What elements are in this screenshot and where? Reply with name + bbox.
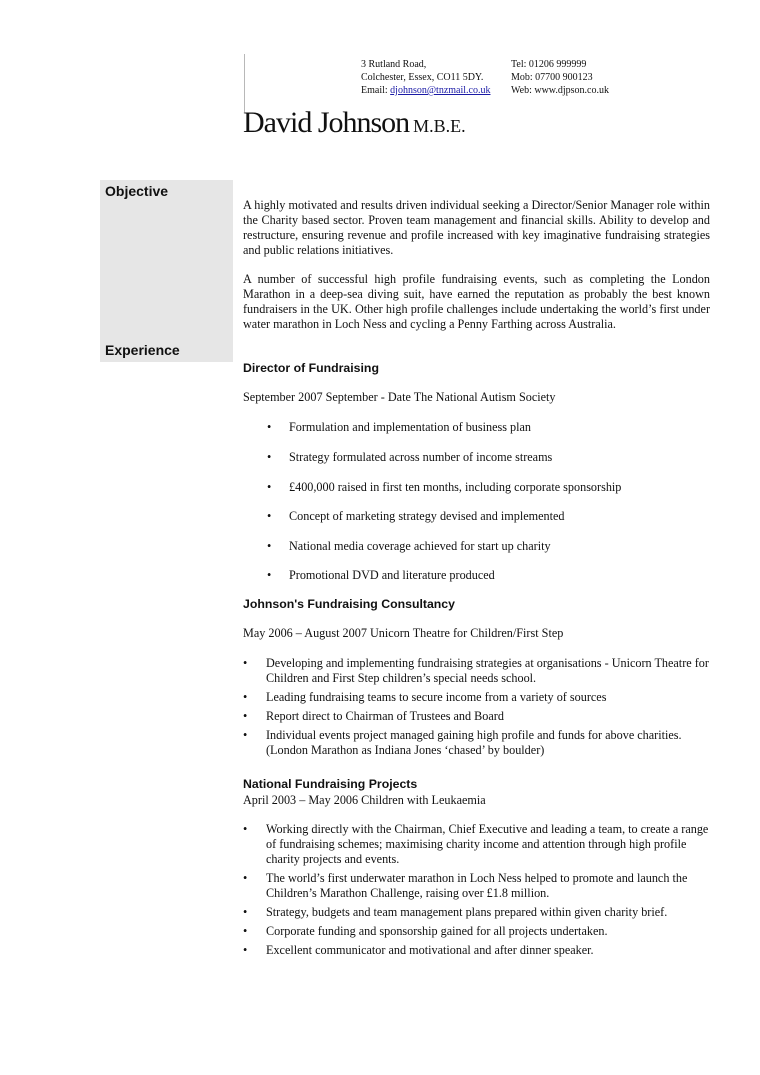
job-title-1: Director of Fundraising [243, 361, 379, 375]
bullet-icon: • [243, 822, 248, 836]
address-line-1: 3 Rutland Road, [361, 59, 427, 70]
job-period-1: September 2007 September - Date The National Autism Society [243, 390, 556, 404]
job-title-2: Johnson's Fundraising Consultancy [243, 597, 455, 611]
bullet-icon: • [243, 871, 248, 885]
job-3-bullets [243, 822, 713, 962]
list-item: • Corporate funding and sponsorship gained for all projects undertaken. [243, 924, 608, 938]
list-item: • Strategy, budgets and team management plans prepared within given charity brief. [243, 905, 668, 919]
list-item: • Leading fundraising teams to secure income from a variety of sources [243, 690, 607, 704]
list-item: • Working directly with the Chairman, Chief Executive and leading a team, to create a range of fundraising schemes; maximising charity income and attention through high profile charity projects and events. [243, 822, 709, 866]
phone-block [511, 58, 609, 97]
bullet-icon: • [267, 509, 272, 523]
list-item: • The world’s first underwater marathon in Loch Ness helped to promote and launch the Children’s Marathon Challenge, raising over £1.8 million. [243, 871, 688, 900]
objective-sidebar [100, 180, 233, 340]
bullet-icon: • [243, 943, 248, 957]
bullet-icon: • [243, 924, 248, 938]
name-main: David Johnson [243, 106, 410, 139]
email-link[interactable]: djohnson@tnzmail.co.uk [390, 85, 491, 96]
objective-paragraph-1: A highly motivated and results driven individual seeking a Director/Senior Manager role within the Charity based sector. Proven team management and financial skills. Ability to develop and restructure, ensuring revenue and profile increased with key imaginative fundraising strategies and public relations initiatives. [243, 198, 710, 257]
bullet-icon: • [243, 656, 248, 670]
job-title-3: National Fundraising Projects [243, 777, 418, 791]
email-line [361, 84, 490, 97]
email-label: Email: [361, 85, 388, 96]
objective-paragraph-2: A number of successful high profile fundraising events, such as completing the London Marathon in a deep-sea diving suit, have earned the reputation as probably the best known fundraisers in the UK. Other high profile challenges include undertaking the world’s first under water marathon in Loch Ness and cycling a Penny Farthing across Australia. [243, 272, 710, 331]
web-line: Web: www.djpson.co.uk [511, 85, 609, 96]
bullet-icon: • [243, 690, 248, 704]
job-period-2: May 2006 – August 2007 Unicorn Theatre for Children/First Step [243, 626, 564, 640]
experience-heading: Experience [105, 342, 180, 358]
mob-line: Mob: 07700 900123 [511, 72, 593, 83]
bullet-icon: • [267, 450, 272, 464]
bullet-icon: • [243, 905, 248, 919]
name-suffix: M.B.E. [413, 116, 466, 136]
header-divider [244, 54, 245, 112]
experience-sidebar [100, 340, 233, 362]
address-line-2: Colchester, Essex, CO11 5DY. [361, 72, 484, 83]
bullet-icon: • [267, 568, 272, 582]
list-item: • Report direct to Chairman of Trustees and Board [243, 709, 504, 723]
tel-line: Tel: 01206 999999 [511, 59, 587, 70]
address-block [361, 58, 490, 97]
candidate-name [243, 106, 466, 140]
bullet-icon: • [267, 539, 272, 553]
bullet-icon: • [267, 480, 272, 494]
bullet-icon: • [243, 728, 248, 742]
list-item: • Individual events project managed gaining high profile and funds for above charities. (London Marathon as Indiana Jones ‘chased’ by boulder) [243, 728, 682, 757]
list-item: • Developing and implementing fundraising strategies at organisations - Unicorn Theatre for Children and First Step children’s special needs school. [243, 656, 709, 685]
job-2-bullets [243, 656, 713, 762]
list-item: • Excellent communicator and motivational and after dinner speaker. [243, 943, 594, 957]
objective-heading: Objective [105, 183, 169, 199]
bullet-icon: • [243, 709, 248, 723]
bullet-icon: • [267, 420, 272, 434]
job-period-3: April 2003 – May 2006 Children with Leukaemia [243, 793, 486, 807]
